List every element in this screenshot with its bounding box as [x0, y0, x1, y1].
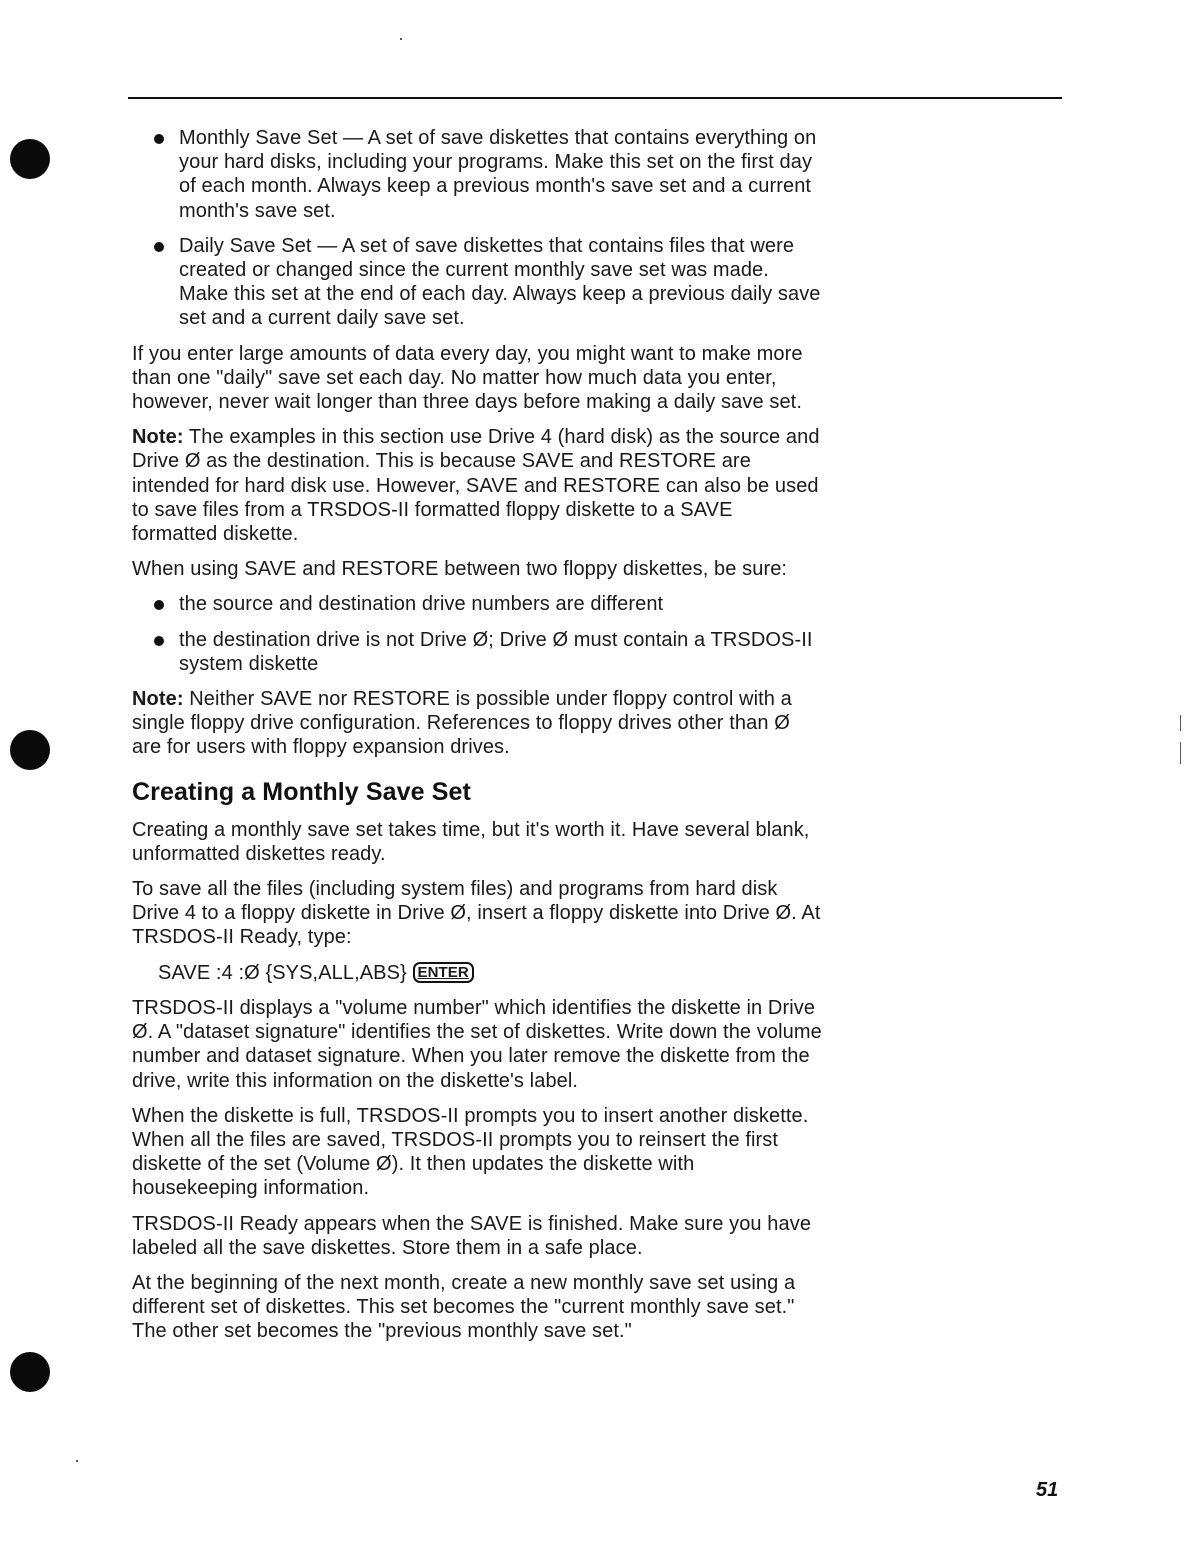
bullet-icon — [154, 134, 164, 144]
paragraph-diskette-full: When the diskette is full, TRSDOS-II prompts you to insert another diskette. When all the files are saved, TRSDOS-II prompts you to reinsert the first diskette of the set (Volume Ø). It then updates the diskette with housekeeping information. — [132, 1104, 809, 1200]
paragraph-displays: TRSDOS-II displays a "volume number" which identifies the diskette in Drive Ø. A "dataset signature" identifies the set of diskettes. Write down the volume number and dataset signature. When you later remove the diskette from the drive, write this information on the diskette's label. — [132, 996, 822, 1092]
note-destination — [132, 425, 822, 546]
page-number: 51 — [1036, 1479, 1059, 1501]
list-item-text: the destination drive is not Drive Ø; Drive Ø must contain a TRSDOS-II system diskette — [179, 628, 813, 675]
paragraph-when-using: When using SAVE and RESTORE between two floppy diskettes, be sure: — [132, 558, 788, 581]
header-rule — [128, 97, 1062, 99]
page-content — [132, 126, 822, 1355]
bullet-icon — [154, 600, 164, 610]
note-label: Note: — [132, 688, 184, 711]
save-set-list — [132, 126, 822, 331]
scan-speck — [1180, 715, 1181, 731]
paragraph-large-data: If you enter large amounts of data every day, you might want to make more than one "daily" save set each day. No matter how much data you enter, however, never wait longer than three days before making a daily save set. — [132, 342, 803, 414]
paragraph-beginning: At the beginning of the next month, create a new monthly save set using a different set of diskettes. This set becomes the "current monthly save set." The other set becomes the "previous monthly save set." — [132, 1271, 796, 1343]
scan-speck — [400, 38, 402, 40]
paragraph-creating: Creating a monthly save set takes time, but it's worth it. Have several blank, unformatted diskettes ready. — [132, 818, 810, 865]
note-single-floppy — [132, 687, 822, 760]
paragraph-ready: TRSDOS-II Ready appears when the SAVE is finished. Make sure you have labeled all the save diskettes. Store them in a safe place. — [132, 1212, 812, 1259]
scan-speck — [1180, 742, 1181, 764]
bullet-icon — [154, 242, 164, 252]
list-item — [132, 234, 822, 331]
command-text: SAVE :4 :Ø {SYS,ALL,ABS} — [158, 961, 413, 984]
enter-key-icon: ENTER — [413, 962, 474, 983]
binder-hole — [10, 1352, 50, 1392]
list-item-text: the source and destination drive numbers are different — [179, 593, 664, 616]
note-text: Neither SAVE nor RESTORE is possible under floppy control with a single floppy drive configuration. References to floppy drives other than Ø are for users with floppy expansion drives. — [132, 688, 792, 759]
binder-hole — [10, 730, 50, 770]
section-heading: Creating a Monthly Save Set — [132, 777, 471, 806]
note-text: The examples in this section use Drive 4 (hard disk) as the source and Drive Ø as the destination. This is because SAVE and RESTORE are intended for hard disk use. However, SAVE and RESTORE can also be used to save files from a TRSDOS-II formatted floppy diskette to a SAVE formatted diskette. — [132, 426, 820, 546]
list-item — [132, 126, 822, 223]
bullet-icon — [154, 636, 164, 646]
scan-speck — [76, 1460, 78, 1462]
floppy-requirements-list — [132, 592, 822, 676]
daily-save-set-text: Daily Save Set — A set of save diskettes that contains files that were created or changed since the current monthly save set was made. Make this set at the end of each day. Always keep a previous daily save set and a current daily save set. — [179, 234, 821, 330]
monthly-save-set-text: Monthly Save Set — A set of save diskettes that contains everything on your hard disks, including your programs. Make this set on the first day of each month. Always keep a previous month's save set and a current month's save set. — [179, 127, 817, 222]
note-label: Note: — [132, 426, 184, 449]
paragraph-to-save: To save all the files (including system files) and programs from hard disk Drive 4 to a floppy diskette in Drive Ø, insert a floppy diskette into Drive Ø. At TRSDOS-II Ready, type: — [132, 878, 821, 949]
list-item — [132, 592, 822, 616]
binder-hole — [10, 139, 50, 179]
list-item — [132, 628, 822, 676]
command-line — [132, 961, 822, 985]
